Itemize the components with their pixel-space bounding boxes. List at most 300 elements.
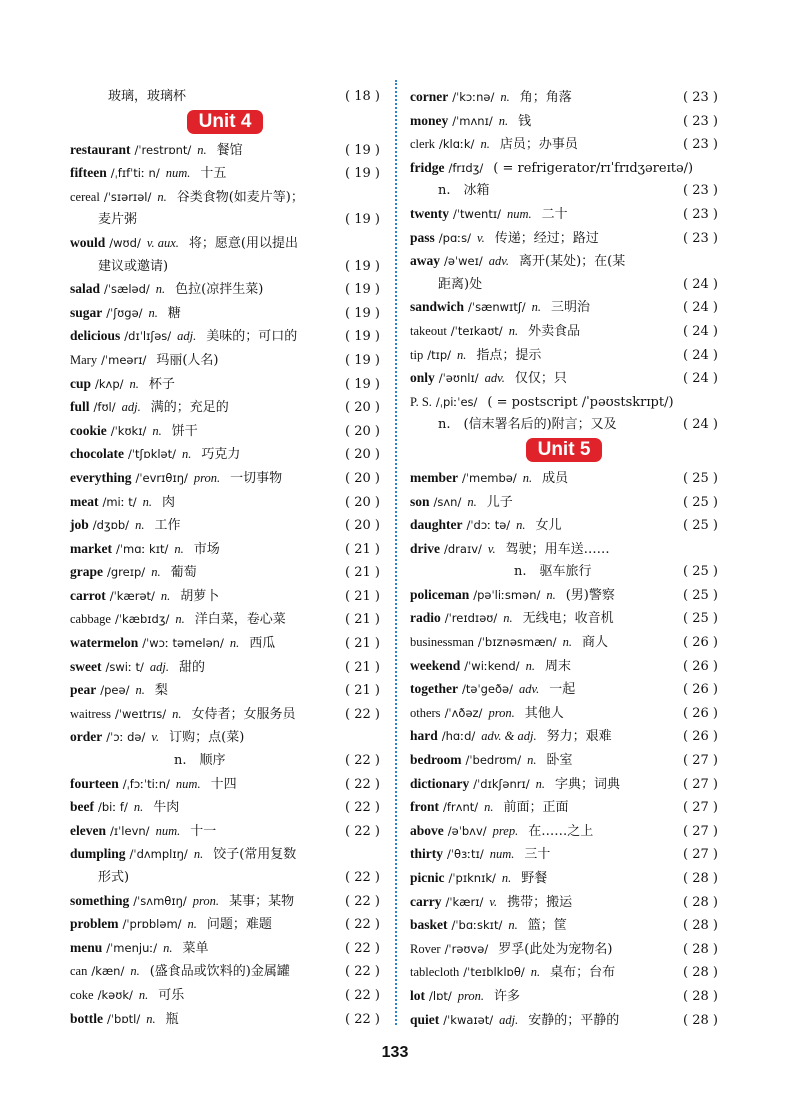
- entry-word: P. S.: [410, 394, 432, 409]
- entry-line: [70, 514, 380, 538]
- entry-line: [410, 985, 718, 1009]
- entry-part-of-speech: num.: [165, 166, 191, 181]
- entry-phonetic: /frʌnt/: [443, 800, 479, 815]
- entry-phonetic: /draɪv/: [444, 541, 482, 556]
- entry-page-ref: ( 24 ): [683, 276, 718, 292]
- entry-word: carry: [410, 893, 442, 909]
- entry-line: [410, 796, 718, 820]
- vocab-entry: [70, 561, 380, 585]
- entry-line: [410, 961, 718, 985]
- entry-word: beef: [70, 799, 94, 815]
- entry-word: basket: [410, 917, 448, 933]
- entry-line: [410, 655, 718, 679]
- vocab-entry: [70, 913, 380, 937]
- entry-word: dumpling: [70, 846, 126, 862]
- entry-part-of-speech: n.: [193, 847, 204, 862]
- entry-meaning: 餐馆: [216, 142, 243, 158]
- entry-part-of-speech: n.: [562, 635, 572, 650]
- entry-page-ref: ( 22 ): [345, 893, 380, 909]
- entry-word: order: [70, 729, 103, 745]
- entry-line: [70, 467, 380, 491]
- vocab-entry: [70, 1008, 380, 1032]
- vocab-entry: [410, 344, 718, 368]
- entry-page-ref: ( 25 ): [683, 611, 718, 627]
- entry-line: [410, 514, 718, 538]
- entry-part-of-speech: v.: [487, 541, 496, 556]
- vocab-entry: [410, 86, 718, 110]
- entry-phonetic: /ˈəʊnlɪ/: [438, 371, 479, 386]
- entry-phonetic: /ˈʌðəz/: [444, 705, 483, 720]
- entry-page-ref: ( 24 ): [683, 323, 718, 339]
- entry-line: [70, 325, 380, 349]
- entry-line: [410, 914, 718, 938]
- vocab-entry: [70, 632, 380, 656]
- entry-word: problem: [70, 916, 119, 932]
- entry-page-ref: ( 27 ): [683, 753, 718, 769]
- entry-phonetic: /ˈrəʊvə/: [444, 941, 489, 956]
- vocab-entry: [70, 467, 380, 491]
- entry-meaning: 努力；艰难: [546, 729, 612, 745]
- entry-page-ref: ( 20 ): [345, 470, 380, 486]
- entry-phonetic: /ˈɔː də/: [106, 730, 146, 745]
- entry-phonetic: /ˌpiːˈes/: [435, 394, 478, 409]
- entry-line: [70, 890, 380, 914]
- entry-meaning: 在……之上: [528, 823, 594, 839]
- entry-word: something: [70, 892, 130, 908]
- entry-meaning: 巧克力: [201, 447, 241, 463]
- entry-part-of-speech: n.: [133, 800, 144, 815]
- entry-meaning: 市场: [193, 541, 220, 557]
- entry-page-ref: ( 22 ): [345, 753, 380, 769]
- entry-page-ref: ( 21 ): [345, 565, 380, 581]
- entry-line: [70, 278, 380, 302]
- entry-page-ref: ( 20 ): [345, 423, 380, 439]
- vocab-entry: [70, 820, 380, 844]
- entry-part-of-speech: n.: [174, 541, 184, 556]
- entry-part-of-speech: n.: [535, 776, 545, 791]
- entry-word: watermelon: [70, 635, 139, 651]
- entry-word: cup: [70, 375, 92, 391]
- vocab-entry: [70, 773, 380, 797]
- entry-meaning: 饺子(常用复数: [213, 847, 297, 863]
- entry-phonetic: /klɑːk/: [438, 137, 475, 152]
- entry-page-ref: ( 19 ): [345, 352, 380, 368]
- entry-phonetic: /ˈmenjuː/: [106, 940, 158, 955]
- entry-page-ref: ( 21 ): [345, 683, 380, 699]
- entry-word: only: [410, 370, 435, 386]
- entry-meaning: 角；角落: [519, 90, 572, 105]
- entry-phonetic: /peə/: [100, 683, 130, 698]
- entry-phonetic: /ˈsæləd/: [104, 282, 150, 297]
- entry-meaning: 周末: [544, 658, 571, 674]
- entry-meaning: 十四: [210, 776, 237, 792]
- entry-phonetic: /ˈdɔː tə/: [466, 518, 511, 533]
- entry-meaning: 桌布；台布: [550, 965, 616, 981]
- entry-phonetic: /swiː t/: [105, 659, 144, 674]
- entry-meaning: 牛肉: [153, 800, 180, 816]
- entry-part-of-speech: n.: [146, 1011, 156, 1026]
- entry-line: [70, 843, 380, 867]
- entry-page-ref: ( 22 ): [345, 800, 380, 816]
- entry-line: [410, 227, 718, 251]
- vocab-entry: [410, 584, 718, 608]
- entry-page-ref: ( 19 ): [345, 329, 380, 345]
- entry-phonetic: /ˈweɪtrɪs/: [114, 706, 167, 721]
- entry-meaning: 驾驶；用车送……: [505, 541, 610, 557]
- entry-page-ref: ( 19 ): [345, 212, 380, 228]
- entry-part-of-speech: pron.: [193, 470, 221, 485]
- entry-part-of-speech: n.: [484, 800, 494, 815]
- entry-part-of-speech: n.: [467, 494, 477, 509]
- entry-meaning: 儿子: [486, 494, 513, 510]
- vocab-entry: [410, 867, 718, 891]
- entry-phonetic: /təˈgeðə/: [461, 682, 513, 697]
- entry-phonetic: /ˈtwentɪ/: [453, 206, 501, 221]
- vocab-entry: [410, 110, 718, 134]
- entry-page-ref: ( 24 ): [683, 347, 718, 363]
- entry-word: can: [70, 964, 88, 979]
- entry-line: [410, 607, 718, 631]
- entry-meaning: 杯子: [148, 376, 175, 392]
- entry-meaning: 野餐: [521, 871, 548, 886]
- entry-phonetic: /əˈbʌv/: [447, 823, 487, 838]
- entry-part-of-speech: adv.: [484, 371, 505, 386]
- entry-word: menu: [70, 939, 103, 955]
- entry-word: cabbage: [70, 612, 111, 627]
- entry-meaning: 许多: [494, 988, 521, 1004]
- entry-meaning: 葡萄: [170, 565, 197, 581]
- right-column: [410, 86, 718, 1032]
- vocab-entry: [70, 232, 380, 278]
- entry-line: [410, 702, 718, 726]
- entry-line: [70, 420, 380, 444]
- vocab-entry: [70, 373, 380, 397]
- entry-line: [410, 631, 718, 655]
- entry-meaning: 钱: [518, 113, 532, 129]
- vocab-entry: [70, 186, 380, 232]
- entry-part-of-speech: n.: [130, 964, 140, 979]
- entry-meaning: 满的；充足的: [150, 400, 229, 416]
- entry-part-of-speech: n.: [531, 300, 541, 315]
- entry-phonetic: /kəʊk/: [97, 987, 133, 1002]
- entry-phonetic: /ˈevrɪθɪŋ/: [135, 470, 188, 485]
- entry-page-ref: ( 24 ): [683, 417, 718, 433]
- entry-meaning: ( = refrigerator/rɪˈfrɪdʒəreɪtə/): [493, 160, 694, 176]
- vocab-entry: [70, 420, 380, 444]
- entry-word: fridge: [410, 159, 445, 175]
- entry-word: restaurant: [70, 141, 131, 157]
- entry-line: [70, 937, 380, 961]
- entry-meaning: 女侍者；女服务员: [191, 706, 296, 722]
- entry-phonetic: /ˈkærət/: [109, 588, 155, 603]
- entry-part-of-speech: v.: [489, 894, 498, 909]
- entry-line: [410, 820, 718, 844]
- entry-page-ref: ( 26 ): [683, 635, 718, 651]
- entry-part-of-speech: n.: [142, 494, 153, 509]
- entry-page-ref: ( 21 ): [345, 541, 380, 557]
- entry-word: takeout: [410, 323, 447, 338]
- vocab-entry: [70, 514, 380, 538]
- entry-line: [70, 538, 380, 562]
- entry-word: cookie: [70, 422, 107, 438]
- vocab-entry: [410, 538, 718, 584]
- entry-word: full: [70, 399, 90, 415]
- entry-meaning-continued: 形式): [98, 870, 130, 885]
- entry-meaning: ( = postscript /ˈpəʊstskrɪpt/): [487, 394, 674, 410]
- entry-line: [70, 585, 380, 609]
- entry-part-of-speech: n.: [152, 423, 162, 438]
- entry-part-of-speech: v.: [151, 730, 160, 745]
- entry-page-ref: ( 20 ): [345, 400, 380, 416]
- vocab-entry: [70, 656, 380, 680]
- entry-page-ref: ( 23 ): [683, 206, 718, 222]
- vocab-entry: [410, 367, 718, 391]
- entry-meaning: 外卖食品: [528, 323, 581, 339]
- entry-page-ref: ( 22 ): [345, 964, 380, 980]
- entry-line: [70, 349, 380, 373]
- vocab-entry: [70, 396, 380, 420]
- entry-part-of-speech: adv. & adj.: [481, 729, 537, 744]
- vocab-entry: [410, 320, 718, 344]
- entry-meaning-continued: 距离)处: [438, 276, 483, 292]
- entry-page-ref: ( 22 ): [345, 940, 380, 956]
- entry-meaning: 色拉(凉拌生菜): [175, 282, 264, 298]
- unit-badge: Unit 5: [526, 438, 603, 462]
- entry-phonetic: /ˈreɪdɪəʊ/: [444, 611, 498, 626]
- vocab-entry: [410, 655, 718, 679]
- entry-part-of-speech: n.: [138, 987, 149, 1002]
- entry-meaning: 一起: [549, 682, 576, 698]
- entry-word: hard: [410, 728, 438, 744]
- entry-page-ref: ( 25 ): [683, 470, 718, 486]
- entry-part-of-speech: n.: [508, 918, 518, 933]
- entry-part-of-speech: adj.: [121, 400, 141, 415]
- entry-meaning: 无线电；收音机: [522, 611, 614, 627]
- entry-meaning-continued: 麦片粥: [98, 212, 138, 228]
- entry-part-of-speech: n.: [546, 587, 556, 602]
- entry-word: eleven: [70, 822, 106, 838]
- entry-meaning: 安静的；平静的: [528, 1012, 620, 1028]
- entry-phonetic: /əˈweɪ/: [444, 254, 483, 269]
- entry-page-ref: ( 23 ): [683, 113, 718, 129]
- entry-phonetic: /lɒt/: [429, 988, 452, 1003]
- entry-word: clerk: [410, 137, 435, 152]
- vocab-entry: [70, 726, 380, 772]
- entry-meaning: 甜的: [178, 659, 205, 675]
- entry-part-of-speech: num.: [506, 206, 532, 221]
- entry-phonetic: /ˈkærɪ/: [445, 894, 484, 909]
- entry-meaning: 篮；筐: [527, 918, 567, 934]
- vocab-entry: [410, 514, 718, 538]
- entry-line: [70, 632, 380, 656]
- entry-meaning: 罗孚(此处为宠物名): [498, 941, 613, 957]
- entry-phonetic: /ˈkɔːnə/: [452, 90, 495, 104]
- entry-word: pear: [70, 682, 97, 698]
- entry-part-of-speech: pron.: [457, 988, 485, 1003]
- entry-word: drive: [410, 540, 440, 556]
- vocab-entry: [70, 162, 380, 186]
- entry-phonetic: /wʊd/: [109, 235, 141, 250]
- entry-part-of-speech: n.: [197, 142, 207, 157]
- entry-page-ref: ( 26 ): [683, 682, 718, 698]
- entry-phonetic: /ˌfɪfˈtiː n/: [110, 166, 160, 181]
- entry-meaning: 糖: [167, 305, 181, 321]
- entry-page-ref: ( 24 ): [683, 371, 718, 387]
- vocab-entry: [70, 890, 380, 914]
- entry-word: front: [410, 799, 439, 815]
- entry-word: others: [410, 705, 441, 720]
- entry-line: [70, 703, 380, 727]
- entry-page-ref: ( 20 ): [345, 494, 380, 510]
- entry-meaning: 谷类食物(如麦片等)；: [176, 189, 304, 205]
- entry-line: [70, 820, 380, 844]
- entry-phonetic: /pəˈliːsmən/: [473, 587, 541, 602]
- entry-line: [70, 796, 380, 820]
- entry-phonetic: /ˈmʌnɪ/: [452, 113, 493, 128]
- entry-page-ref: ( 26 ): [683, 705, 718, 721]
- vocab-entry: [70, 585, 380, 609]
- entry-line: [70, 679, 380, 703]
- entry-part-of-speech: adj.: [499, 1012, 519, 1027]
- entry-meaning: (男)警察: [565, 587, 615, 603]
- entry-line: [70, 491, 380, 515]
- entry-part-of-speech: n.: [151, 565, 161, 580]
- entry-line: [410, 110, 718, 134]
- entry-part-of-speech: n.: [135, 518, 145, 533]
- entry-meaning: 菜单: [182, 940, 209, 956]
- entry-word: sweet: [70, 658, 102, 674]
- entry-page-ref: ( 28 ): [683, 965, 718, 981]
- entry-line: [70, 561, 380, 585]
- entry-part-of-speech: num.: [155, 823, 181, 838]
- vocab-entry: [410, 914, 718, 938]
- entry-page-ref: ( 25 ): [683, 564, 718, 580]
- entry-phonetic: /ˈtʃɒklət/: [127, 447, 177, 462]
- entry-page-ref: ( 23 ): [683, 230, 718, 246]
- entry-meaning: 二十: [541, 206, 568, 222]
- entry-word: carrot: [70, 587, 106, 603]
- entry-line: [410, 86, 718, 110]
- entry-line: [410, 584, 718, 608]
- entry-phonetic: /ˈmɑː kɪt/: [115, 541, 169, 556]
- vocab-entry: [70, 278, 380, 302]
- vocab-entry: [70, 538, 380, 562]
- entry-page-ref: ( 24 ): [683, 300, 718, 316]
- entry-meaning: (盛食品或饮料的)金属罐: [149, 964, 290, 980]
- entry-page-ref: ( 23 ): [683, 183, 718, 199]
- entry-phonetic: /ˈkwaɪət/: [443, 1012, 494, 1027]
- entry-part-of-speech: n.: [508, 323, 519, 338]
- entry-phonetic: /ˈθɜːtɪ/: [447, 847, 484, 862]
- entry-page-ref: ( 27 ): [683, 823, 718, 839]
- entry-phonetic: /ˈteɪkaʊt/: [450, 323, 503, 338]
- vocab-entry: [410, 133, 718, 157]
- entry-word: tablecloth: [410, 965, 460, 980]
- entry-meaning: 工作: [154, 518, 181, 534]
- entry-part-of-speech: n.: [157, 189, 167, 204]
- entry-word: twenty: [410, 205, 449, 221]
- entry-page-ref: ( 19 ): [345, 305, 380, 321]
- entry-line: [410, 157, 718, 181]
- entry-meaning: 携带；搬运: [507, 894, 573, 910]
- entry-part-of-speech: v. aux.: [146, 235, 179, 250]
- entry-word: grape: [70, 564, 103, 580]
- entry-line: [70, 302, 380, 326]
- entry-meaning: 梨: [154, 683, 168, 699]
- entry-part-of-speech: adv.: [488, 254, 509, 269]
- entry-meaning: 女儿: [535, 518, 562, 534]
- vocab-entry: [410, 702, 718, 726]
- entry-line: [410, 491, 718, 515]
- entry-part-of-speech: n.: [148, 305, 158, 320]
- vocab-entry: [70, 703, 380, 727]
- entry-phonetic: /ˈdɪkʃənrɪ/: [473, 776, 530, 791]
- vocab-entry: [410, 491, 718, 515]
- entry-meaning: 成员: [542, 470, 569, 486]
- entry-word: money: [410, 112, 449, 128]
- entry-phonetic: /ˈmembə/: [461, 470, 517, 485]
- entry-word: Rover: [410, 941, 441, 956]
- entry-page-ref: ( 26 ): [683, 729, 718, 745]
- entry-part-of-speech: n.: [503, 611, 513, 626]
- entry-part-of-speech: pron.: [488, 705, 515, 720]
- entry-word: would: [70, 234, 106, 250]
- vocab-entry: [410, 203, 718, 227]
- entry-meaning: 胡萝卜: [180, 588, 220, 604]
- entry-meaning: 离开(某处)；在(某: [519, 254, 626, 270]
- entry-line: [410, 843, 718, 867]
- entry-line: [70, 913, 380, 937]
- entry-word: fifteen: [70, 165, 107, 181]
- entry-meaning-continued: 建议或邀请): [98, 258, 169, 274]
- entry-word: sugar: [70, 304, 103, 320]
- entry-meaning: 可乐: [158, 987, 185, 1003]
- entry-page-ref: ( 25 ): [683, 587, 718, 603]
- entry-word: tip: [410, 347, 424, 362]
- entry-meaning: 其他人: [524, 705, 564, 721]
- entry-line: [410, 296, 718, 320]
- vocab-entry: [410, 749, 718, 773]
- entry-word: lot: [410, 987, 425, 1003]
- entry-line: [410, 891, 718, 915]
- entry-page-ref: ( 22 ): [345, 706, 380, 722]
- vocab-entry: [410, 773, 718, 797]
- entry-part-of-speech: n.: [516, 518, 526, 533]
- vocab-entry: [70, 443, 380, 467]
- entry-line: [410, 1009, 718, 1033]
- entry-page-ref: ( 19 ): [345, 258, 380, 274]
- vocab-entry: [410, 607, 718, 631]
- entry-phonetic: /ˈbɪznəsmæn/: [477, 635, 557, 650]
- entry-phonetic: /dʒɒb/: [92, 518, 130, 533]
- entry-phonetic: /ˈbɒtl/: [107, 1011, 141, 1026]
- entry-part-of-speech: n.: [163, 940, 173, 955]
- entry-line: [410, 203, 718, 227]
- entry-part-of-speech: n.: [500, 90, 510, 104]
- entry-word: market: [70, 540, 112, 556]
- entry-part-of-speech: n.: [480, 137, 490, 152]
- entry-part-of-speech: n.: [135, 683, 145, 698]
- entry-word: picnic: [410, 870, 445, 885]
- entry-page-ref: ( 21 ): [345, 588, 380, 604]
- entry-line: [70, 1008, 380, 1032]
- entry-word: quiet: [410, 1011, 440, 1027]
- entry-phonetic: /ˈʃʊgə/: [106, 305, 143, 320]
- entry-line: [70, 186, 380, 210]
- entry-word: weekend: [410, 657, 461, 673]
- vocab-entry: [410, 891, 718, 915]
- entry-part-of-speech: n.: [160, 588, 171, 603]
